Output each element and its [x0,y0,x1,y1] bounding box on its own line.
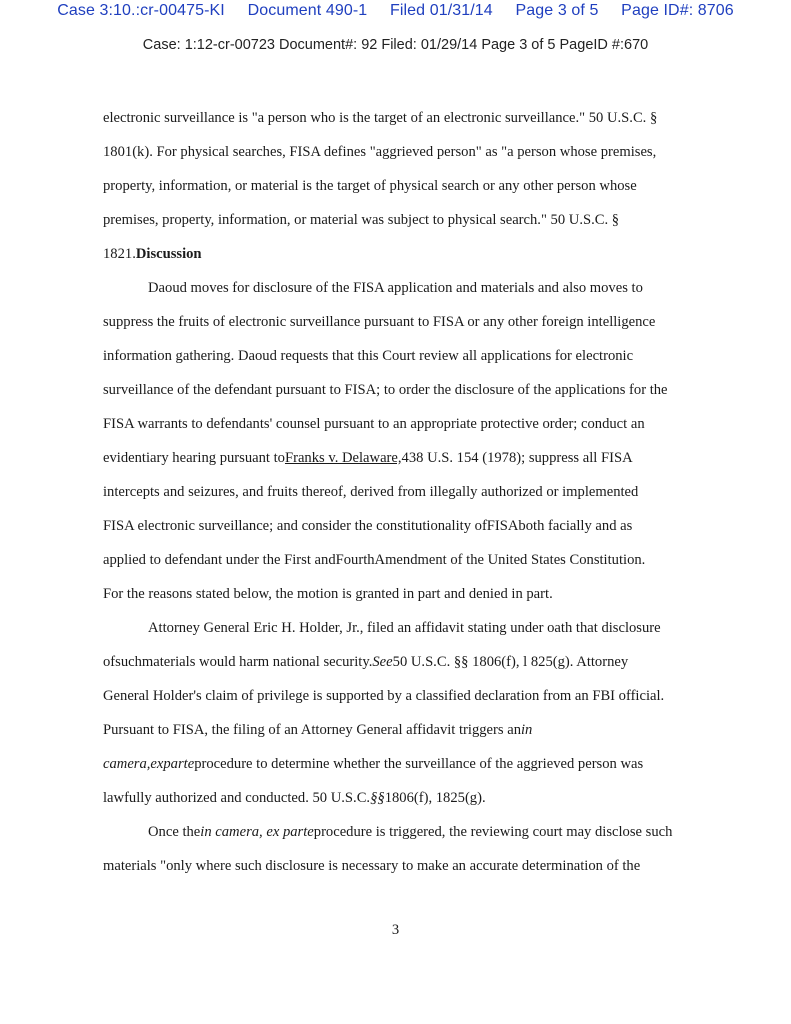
body-line [103,721,703,739]
case-citation: Franks v. Delaware, [284,450,402,466]
body-line: property, information, or material is the target of physical search or any other person whose [103,178,637,194]
section-symbol: §§ [370,790,385,806]
text-segment: evidentiary hearing pursuant to [103,450,285,466]
body-line [103,789,703,807]
text-segment: lawfully authorized and conducted. 50 U.S.C. [103,790,371,806]
body-line [103,449,703,467]
text-segment: Once the [148,824,201,840]
body-line [103,245,703,263]
body-line: For the reasons stated below, the motion is granted in part and denied in part. [103,586,553,602]
body-line: electronic surveillance is "a person who is the target of an electronic surveillance." 50 U.S.C. § [103,110,658,126]
paragraph-start [148,823,748,841]
latin-term: camera,exparte [103,756,195,772]
body-line: materials "only where such disclosure is necessary to make an accurate determination of the [103,858,641,874]
body-line: suppress the fruits of electronic surveillance pursuant to FISA or any other foreign intelligence [103,314,656,330]
latin-term: in camera, ex parte [200,824,314,840]
body-line: 1801(k). For physical searches, FISA defines "aggrieved person" as "a person whose premises, [103,144,657,160]
body-line [103,755,703,773]
body-line: premises, property, information, or material was subject to physical search." 50 U.S.C. § [103,212,620,228]
case-header: Case 3:10.:cr-00475-KI Document 490-1 Filed 01/31/14 Page 3 of 5 Page ID#: 8706 [57,2,734,19]
body-line: information gathering. Daoud requests that this Court review all applications for electronic [103,348,634,364]
original-case-header: Case: 1:12-cr-00723 Document#: 92 Filed: 01/29/14 Page 3 of 5 PageID #:670 [142,37,649,53]
body-line: FISA warrants to defendants' counsel pursuant to an appropriate protective order; conduct an [103,416,645,432]
text-segment: Pursuant to FISA, the filing of an Attorney General affidavit triggers an [103,722,521,738]
paragraph-start: Daoud moves for disclosure of the FISA application and materials and also moves to [148,280,643,296]
body-line: intercepts and seizures, and fruits thereof, derived from illegally authorized or implemented [103,484,639,500]
body-line: FISA electronic surveillance; and consider the constitutionality ofFISAboth facially and as [103,518,633,534]
citation-end: 1821. [103,246,136,262]
signal-word: See [372,654,393,670]
text-segment: ofsuchmaterials would harm national security. [103,654,373,670]
body-line: General Holder's claim of privilege is supported by a classified declaration from an FBI official. [103,688,665,704]
latin-term: in [521,722,533,738]
text-segment: 50 U.S.C. §§ 1806(f), l 825(g). Attorney [392,654,629,670]
body-line [103,653,703,671]
page-number: 3 [391,922,400,938]
body-line: surveillance of the defendant pursuant to FISA; to order the disclosure of the applications for the [103,382,668,398]
body-line: applied to defendant under the First andFourthAmendment of the United States Constitution. [103,552,646,568]
text-segment: procedure is triggered, the reviewing court may disclose such [313,824,673,840]
paragraph-start: Attorney General Eric H. Holder, Jr., filed an affidavit stating under oath that disclosure [148,620,661,636]
text-segment: procedure to determine whether the surveillance of the aggrieved person was [194,756,644,772]
text-segment: 438 U.S. 154 (1978); suppress all FISA [401,450,633,466]
text-segment: 1806(f), 1825(g). [384,790,486,806]
section-heading: Discussion [135,246,202,262]
